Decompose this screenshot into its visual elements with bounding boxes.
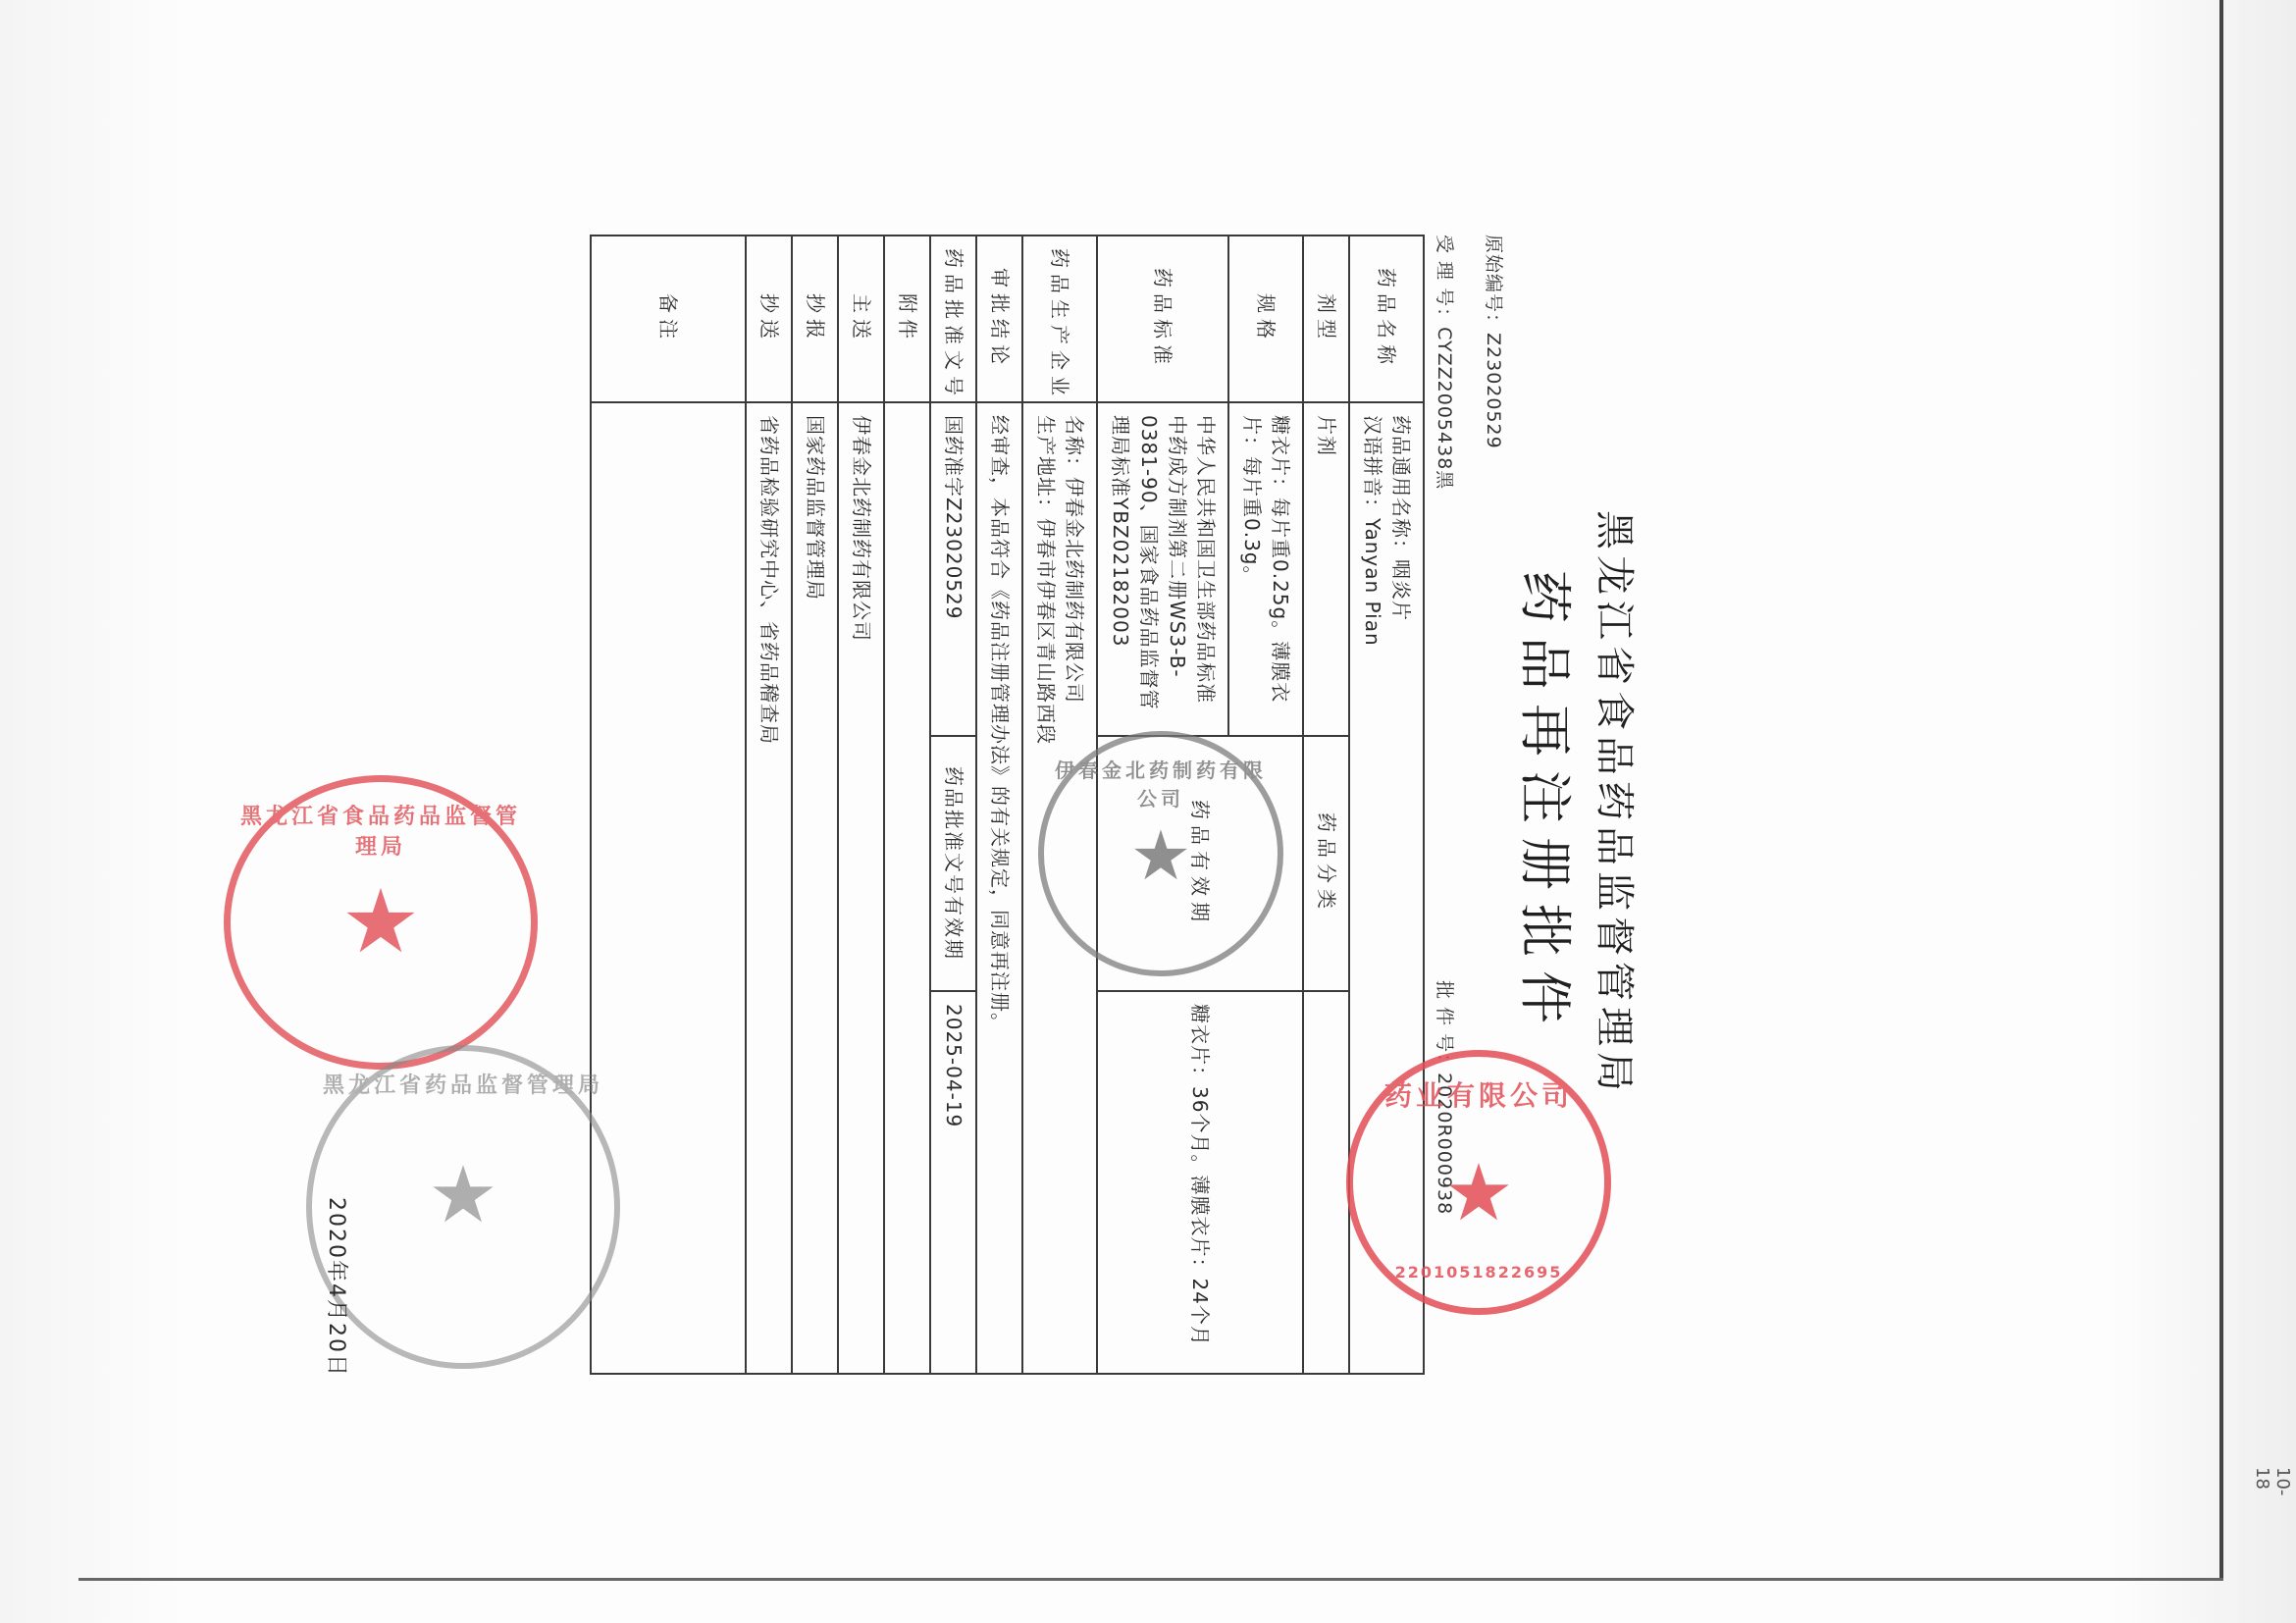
row-cc [746, 236, 792, 1374]
star-icon: ★ [340, 870, 421, 973]
manufacturer-address: 伊春市伊春区青山路西段 [1034, 518, 1058, 745]
row-report [792, 236, 838, 1374]
approval-number-label: 药品批准文号 [930, 236, 976, 402]
company-seal-gray: 伊春金北药制药有限公司 ★ [1038, 731, 1283, 976]
row-dosage-form [1303, 236, 1349, 1374]
conclusion-value: 经审查，本品符合《药品注册管理办法》的有关规定，同意再注册。 [976, 402, 1022, 1374]
approval-validity-value: 2025-04-19 [930, 991, 976, 1374]
registration-table [590, 235, 1425, 1375]
scan-edge-right [2219, 0, 2223, 1580]
approval-number-value: 国药准字Z23020529 [930, 402, 976, 736]
acceptance-number: 受 理 号：CYZZ2005438黑 [1434, 235, 1455, 491]
manufacturer-name: 伊春金北药制药有限公司 [1063, 477, 1086, 704]
remark-label: 备注 [591, 236, 746, 402]
approval-document-number: 批 件 号：2020R000938 [1434, 980, 1455, 1216]
spec-label: 规格 [1228, 236, 1303, 402]
validity-label: 药品有效期 [1097, 736, 1303, 991]
scan-edge-bottom [78, 1578, 2223, 1581]
manufacturer-value: 名称：伊春金北药制药有限公司 生产地址：伊春市伊春区青山路西段 [1022, 402, 1097, 1374]
generic-name: 咽炎片 [1389, 559, 1413, 621]
issuing-organization: 黑龙江省食品药品监督管理局 [1592, 510, 1637, 1097]
drug-name-label: 药品名称 [1349, 236, 1424, 402]
row-approval-number [930, 236, 976, 1374]
spec-value: 糖衣片：每片重0.25g。薄膜衣片：每片重0.3g。 [1228, 402, 1303, 736]
dosage-form-label: 剂型 [1303, 236, 1349, 402]
cc-value: 省药品检验研究中心、省药品稽查局 [746, 402, 792, 1374]
star-icon: ★ [1129, 815, 1192, 896]
drug-name-value: 药品通用名称：咽炎片 汉语拼音：Yanyan Pian [1349, 402, 1424, 1374]
report-value: 国家药品监督管理局 [792, 402, 838, 1374]
company-seal-red: 药业有限公司 ★ 2201051822695 [1346, 1050, 1611, 1315]
page-number: 10-18 [2252, 1467, 2293, 1496]
attachment-value [884, 402, 930, 1374]
manufacturer-label: 药品生产企业 [1022, 236, 1097, 402]
approval-validity-label: 药品批准文号有效期 [930, 736, 976, 991]
category-label: 药品分类 [1303, 736, 1349, 991]
document-title: 药品再注册批件 [1514, 570, 1576, 1037]
original-number: 原始编号：Z23020529 [1483, 235, 1504, 449]
row-conclusion [976, 236, 1022, 1374]
category-value [1303, 991, 1349, 1374]
bureau-seal-red: 黑龙江省食品药品监督管理局 ★ [224, 775, 538, 1070]
cc-label: 抄送 [746, 236, 792, 402]
conclusion-label: 审批结论 [976, 236, 1022, 402]
standard-value: 中华人民共和国卫生部药品标准中药成方制剂第二册WS3-B-0381-90、国家食品药品监督管理局标准YBZ02182003 [1097, 402, 1228, 736]
row-main-send [838, 236, 884, 1374]
bureau-seal-gray: 黑龙江省药品监督管理局 ★ [306, 1045, 620, 1369]
main-send-label: 主送 [838, 236, 884, 402]
attachment-label: 附件 [884, 236, 930, 402]
star-icon: ★ [1443, 1147, 1514, 1238]
report-label: 抄报 [792, 236, 838, 402]
dosage-form-value: 片剂 [1303, 402, 1349, 736]
star-icon: ★ [428, 1149, 498, 1240]
row-attachment [884, 236, 930, 1374]
issue-date: 2020年4月20日 [324, 1197, 348, 1378]
validity-value: 糖衣片：36个月。薄膜衣片：24个月 [1097, 991, 1303, 1374]
pinyin-name: Yanyan Pian [1361, 518, 1384, 647]
main-send-value: 伊春金北药制药有限公司 [838, 402, 884, 1374]
standard-label: 药品标准 [1097, 236, 1228, 402]
